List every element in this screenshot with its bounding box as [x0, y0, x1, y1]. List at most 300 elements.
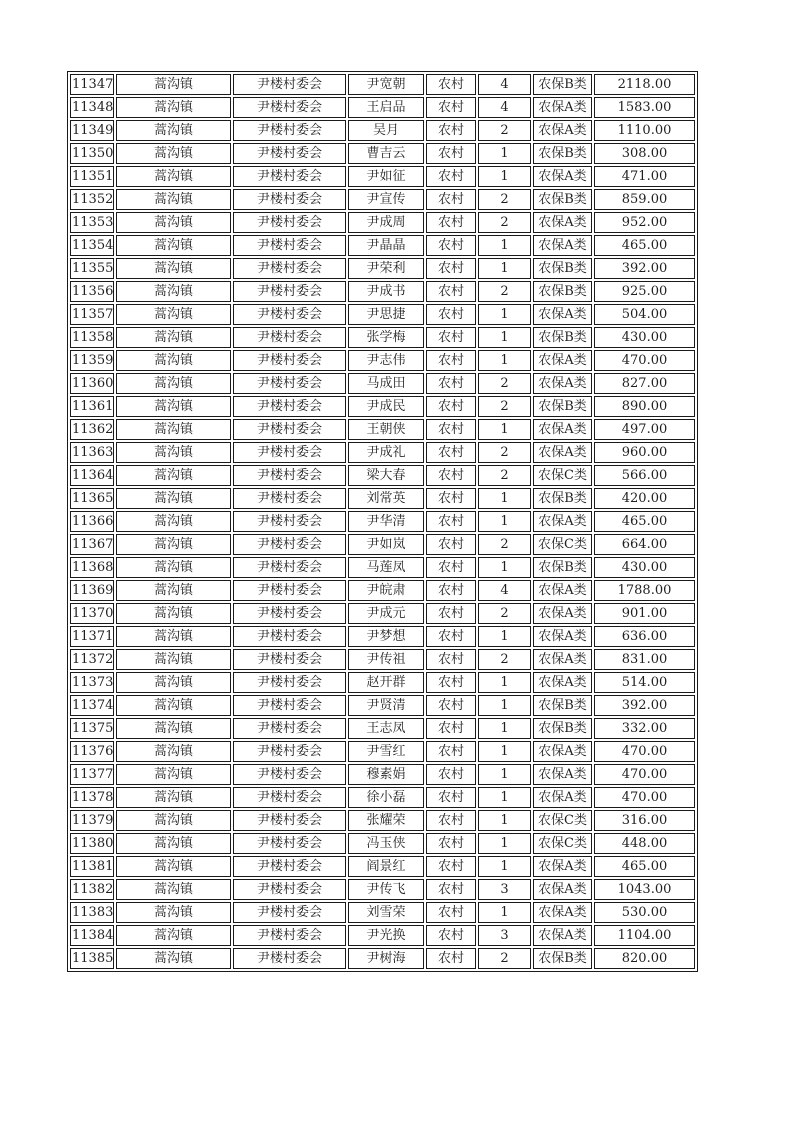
amount-cell: 890.00 — [594, 396, 695, 417]
insurance-category-cell: 农保A类 — [533, 511, 592, 532]
village-committee-cell: 尹楼村委会 — [233, 810, 346, 831]
insurance-category-cell: 农保C类 — [533, 534, 592, 555]
town-cell: 蒿沟镇 — [116, 902, 231, 923]
person-name-cell: 尹成礼 — [348, 442, 424, 463]
table-row — [70, 580, 695, 601]
town-cell: 蒿沟镇 — [116, 442, 231, 463]
person-count-cell: 1 — [478, 764, 531, 785]
table-row — [70, 626, 695, 647]
insurance-category-cell: 农保B类 — [533, 327, 592, 348]
record-id-cell: 11383 — [70, 902, 114, 923]
record-id-cell: 11349 — [70, 120, 114, 141]
person-count-cell: 1 — [478, 833, 531, 854]
person-count-cell: 1 — [478, 143, 531, 164]
insurance-category-cell: 农保A类 — [533, 902, 592, 923]
person-name-cell: 徐小磊 — [348, 787, 424, 808]
town-cell: 蒿沟镇 — [116, 764, 231, 785]
amount-cell: 430.00 — [594, 327, 695, 348]
insurance-category-cell: 农保A类 — [533, 373, 592, 394]
insurance-category-cell: 农保A类 — [533, 580, 592, 601]
residence-type-cell: 农村 — [426, 488, 476, 509]
residence-type-cell: 农村 — [426, 212, 476, 233]
person-name-cell: 尹华清 — [348, 511, 424, 532]
person-name-cell: 梁大春 — [348, 465, 424, 486]
table-row — [70, 603, 695, 624]
amount-cell: 514.00 — [594, 672, 695, 693]
village-committee-cell: 尹楼村委会 — [233, 695, 346, 716]
table-row — [70, 212, 695, 233]
insurance-category-cell: 农保B类 — [533, 281, 592, 302]
insurance-category-cell: 农保A类 — [533, 120, 592, 141]
residence-type-cell: 农村 — [426, 258, 476, 279]
amount-cell: 420.00 — [594, 488, 695, 509]
person-count-cell: 1 — [478, 856, 531, 877]
record-id-cell: 11366 — [70, 511, 114, 532]
table-row — [70, 695, 695, 716]
person-count-cell: 3 — [478, 879, 531, 900]
town-cell: 蒿沟镇 — [116, 787, 231, 808]
residence-type-cell: 农村 — [426, 419, 476, 440]
residence-type-cell: 农村 — [426, 603, 476, 624]
village-committee-cell: 尹楼村委会 — [233, 879, 346, 900]
town-cell: 蒿沟镇 — [116, 166, 231, 187]
village-committee-cell: 尹楼村委会 — [233, 373, 346, 394]
person-count-cell: 1 — [478, 488, 531, 509]
table-row — [70, 396, 695, 417]
village-committee-cell: 尹楼村委会 — [233, 212, 346, 233]
person-name-cell: 尹梦想 — [348, 626, 424, 647]
insurance-category-cell: 农保A类 — [533, 626, 592, 647]
person-name-cell: 尹志伟 — [348, 350, 424, 371]
person-count-cell: 2 — [478, 948, 531, 969]
village-committee-cell: 尹楼村委会 — [233, 281, 346, 302]
table-row — [70, 120, 695, 141]
village-committee-cell: 尹楼村委会 — [233, 189, 346, 210]
person-count-cell: 2 — [478, 281, 531, 302]
residence-type-cell: 农村 — [426, 235, 476, 256]
person-name-cell: 冯玉侠 — [348, 833, 424, 854]
table-row — [70, 189, 695, 210]
amount-cell: 470.00 — [594, 764, 695, 785]
person-count-cell: 1 — [478, 672, 531, 693]
person-name-cell: 吴月 — [348, 120, 424, 141]
record-id-cell: 11356 — [70, 281, 114, 302]
record-id-cell: 11365 — [70, 488, 114, 509]
record-id-cell: 11360 — [70, 373, 114, 394]
town-cell: 蒿沟镇 — [116, 879, 231, 900]
amount-cell: 1110.00 — [594, 120, 695, 141]
person-name-cell: 穆素娟 — [348, 764, 424, 785]
residence-type-cell: 农村 — [426, 396, 476, 417]
table-row — [70, 649, 695, 670]
residence-type-cell: 农村 — [426, 327, 476, 348]
village-committee-cell: 尹楼村委会 — [233, 97, 346, 118]
insurance-category-cell: 农保C类 — [533, 810, 592, 831]
table-row — [70, 764, 695, 785]
table-row — [70, 856, 695, 877]
person-name-cell: 尹雪红 — [348, 741, 424, 762]
person-name-cell: 刘常英 — [348, 488, 424, 509]
person-name-cell: 马莲凤 — [348, 557, 424, 578]
record-id-cell: 11347 — [70, 74, 114, 95]
residence-type-cell: 农村 — [426, 373, 476, 394]
record-id-cell: 11372 — [70, 649, 114, 670]
insurance-category-cell: 农保B类 — [533, 258, 592, 279]
insurance-category-cell: 农保B类 — [533, 396, 592, 417]
residence-type-cell: 农村 — [426, 695, 476, 716]
village-committee-cell: 尹楼村委会 — [233, 327, 346, 348]
residence-type-cell: 农村 — [426, 902, 476, 923]
person-name-cell: 尹成周 — [348, 212, 424, 233]
town-cell: 蒿沟镇 — [116, 488, 231, 509]
record-id-cell: 11370 — [70, 603, 114, 624]
record-id-cell: 11380 — [70, 833, 114, 854]
record-id-cell: 11352 — [70, 189, 114, 210]
amount-cell: 392.00 — [594, 695, 695, 716]
village-committee-cell: 尹楼村委会 — [233, 488, 346, 509]
residence-type-cell: 农村 — [426, 672, 476, 693]
table-row — [70, 511, 695, 532]
insurance-category-cell: 农保A类 — [533, 442, 592, 463]
insurance-category-cell: 农保B类 — [533, 189, 592, 210]
amount-cell: 470.00 — [594, 741, 695, 762]
person-count-cell: 1 — [478, 235, 531, 256]
person-count-cell: 2 — [478, 534, 531, 555]
village-committee-cell: 尹楼村委会 — [233, 304, 346, 325]
table-row — [70, 810, 695, 831]
town-cell: 蒿沟镇 — [116, 465, 231, 486]
record-id-cell: 11385 — [70, 948, 114, 969]
table-row — [70, 304, 695, 325]
person-name-cell: 张耀荣 — [348, 810, 424, 831]
residence-type-cell: 农村 — [426, 74, 476, 95]
table-row — [70, 833, 695, 854]
town-cell: 蒿沟镇 — [116, 281, 231, 302]
person-count-cell: 2 — [478, 212, 531, 233]
residence-type-cell: 农村 — [426, 557, 476, 578]
town-cell: 蒿沟镇 — [116, 856, 231, 877]
person-name-cell: 尹荣利 — [348, 258, 424, 279]
village-committee-cell: 尹楼村委会 — [233, 258, 346, 279]
amount-cell: 1104.00 — [594, 925, 695, 946]
person-name-cell: 阎景红 — [348, 856, 424, 877]
residence-type-cell: 农村 — [426, 442, 476, 463]
town-cell: 蒿沟镇 — [116, 626, 231, 647]
residence-type-cell: 农村 — [426, 856, 476, 877]
village-committee-cell: 尹楼村委会 — [233, 350, 346, 371]
person-count-cell: 1 — [478, 166, 531, 187]
amount-cell: 1788.00 — [594, 580, 695, 601]
record-id-cell: 11368 — [70, 557, 114, 578]
town-cell: 蒿沟镇 — [116, 189, 231, 210]
town-cell: 蒿沟镇 — [116, 212, 231, 233]
residence-type-cell: 农村 — [426, 649, 476, 670]
amount-cell: 430.00 — [594, 557, 695, 578]
person-name-cell: 尹宣传 — [348, 189, 424, 210]
record-id-cell: 11353 — [70, 212, 114, 233]
amount-cell: 316.00 — [594, 810, 695, 831]
record-id-cell: 11374 — [70, 695, 114, 716]
insurance-category-cell: 农保A类 — [533, 764, 592, 785]
record-id-cell: 11376 — [70, 741, 114, 762]
town-cell: 蒿沟镇 — [116, 925, 231, 946]
table-row — [70, 373, 695, 394]
amount-cell: 465.00 — [594, 235, 695, 256]
person-count-cell: 2 — [478, 189, 531, 210]
amount-cell: 308.00 — [594, 143, 695, 164]
residence-type-cell: 农村 — [426, 787, 476, 808]
town-cell: 蒿沟镇 — [116, 258, 231, 279]
amount-cell: 1583.00 — [594, 97, 695, 118]
amount-cell: 901.00 — [594, 603, 695, 624]
person-name-cell: 刘雪荣 — [348, 902, 424, 923]
town-cell: 蒿沟镇 — [116, 74, 231, 95]
person-name-cell: 尹皖肃 — [348, 580, 424, 601]
town-cell: 蒿沟镇 — [116, 419, 231, 440]
person-name-cell: 尹树海 — [348, 948, 424, 969]
record-id-cell: 11351 — [70, 166, 114, 187]
village-committee-cell: 尹楼村委会 — [233, 442, 346, 463]
village-committee-cell: 尹楼村委会 — [233, 465, 346, 486]
village-committee-cell: 尹楼村委会 — [233, 925, 346, 946]
person-count-cell: 1 — [478, 695, 531, 716]
person-count-cell: 2 — [478, 120, 531, 141]
person-count-cell: 2 — [478, 396, 531, 417]
table-row — [70, 350, 695, 371]
amount-cell: 465.00 — [594, 856, 695, 877]
residence-type-cell: 农村 — [426, 189, 476, 210]
record-id-cell: 11379 — [70, 810, 114, 831]
person-name-cell: 曹吉云 — [348, 143, 424, 164]
person-count-cell: 1 — [478, 902, 531, 923]
village-committee-cell: 尹楼村委会 — [233, 557, 346, 578]
person-name-cell: 王志凤 — [348, 718, 424, 739]
residence-type-cell: 农村 — [426, 166, 476, 187]
insurance-category-cell: 农保A类 — [533, 925, 592, 946]
amount-cell: 820.00 — [594, 948, 695, 969]
person-count-cell: 4 — [478, 580, 531, 601]
table-row — [70, 327, 695, 348]
table-row — [70, 902, 695, 923]
town-cell: 蒿沟镇 — [116, 235, 231, 256]
amount-cell: 392.00 — [594, 258, 695, 279]
table-row — [70, 97, 695, 118]
amount-cell: 859.00 — [594, 189, 695, 210]
amount-cell: 831.00 — [594, 649, 695, 670]
person-count-cell: 4 — [478, 97, 531, 118]
record-id-cell: 11371 — [70, 626, 114, 647]
person-count-cell: 2 — [478, 442, 531, 463]
village-committee-cell: 尹楼村委会 — [233, 396, 346, 417]
town-cell: 蒿沟镇 — [116, 580, 231, 601]
table-row — [70, 718, 695, 739]
insurance-category-cell: 农保A类 — [533, 97, 592, 118]
amount-cell: 448.00 — [594, 833, 695, 854]
insurance-category-cell: 农保B类 — [533, 74, 592, 95]
person-count-cell: 2 — [478, 603, 531, 624]
town-cell: 蒿沟镇 — [116, 672, 231, 693]
village-committee-cell: 尹楼村委会 — [233, 902, 346, 923]
record-id-cell: 11354 — [70, 235, 114, 256]
village-committee-cell: 尹楼村委会 — [233, 166, 346, 187]
person-count-cell: 1 — [478, 741, 531, 762]
person-name-cell: 尹成民 — [348, 396, 424, 417]
person-count-cell: 1 — [478, 787, 531, 808]
village-committee-cell: 尹楼村委会 — [233, 833, 346, 854]
insurance-category-cell: 农保C类 — [533, 833, 592, 854]
insurance-category-cell: 农保A类 — [533, 603, 592, 624]
village-committee-cell: 尹楼村委会 — [233, 649, 346, 670]
town-cell: 蒿沟镇 — [116, 833, 231, 854]
person-count-cell: 1 — [478, 511, 531, 532]
town-cell: 蒿沟镇 — [116, 695, 231, 716]
table-row — [70, 74, 695, 95]
person-count-cell: 2 — [478, 373, 531, 394]
insurance-category-cell: 农保B类 — [533, 718, 592, 739]
record-id-cell: 11378 — [70, 787, 114, 808]
person-name-cell: 尹如征 — [348, 166, 424, 187]
record-id-cell: 11382 — [70, 879, 114, 900]
record-id-cell: 11348 — [70, 97, 114, 118]
amount-cell: 332.00 — [594, 718, 695, 739]
residence-type-cell: 农村 — [426, 833, 476, 854]
record-id-cell: 11361 — [70, 396, 114, 417]
insurance-category-cell: 农保A类 — [533, 235, 592, 256]
benefits-roster-table — [67, 71, 698, 972]
amount-cell: 960.00 — [594, 442, 695, 463]
person-count-cell: 1 — [478, 258, 531, 279]
residence-type-cell: 农村 — [426, 120, 476, 141]
table-row — [70, 419, 695, 440]
town-cell: 蒿沟镇 — [116, 718, 231, 739]
record-id-cell: 11375 — [70, 718, 114, 739]
amount-cell: 465.00 — [594, 511, 695, 532]
table-row — [70, 534, 695, 555]
village-committee-cell: 尹楼村委会 — [233, 74, 346, 95]
person-name-cell: 尹传祖 — [348, 649, 424, 670]
residence-type-cell: 农村 — [426, 143, 476, 164]
table-row — [70, 741, 695, 762]
amount-cell: 497.00 — [594, 419, 695, 440]
insurance-category-cell: 农保A类 — [533, 350, 592, 371]
insurance-category-cell: 农保A类 — [533, 741, 592, 762]
record-id-cell: 11384 — [70, 925, 114, 946]
amount-cell: 530.00 — [594, 902, 695, 923]
village-committee-cell: 尹楼村委会 — [233, 626, 346, 647]
table-row — [70, 488, 695, 509]
residence-type-cell: 农村 — [426, 580, 476, 601]
residence-type-cell: 农村 — [426, 465, 476, 486]
residence-type-cell: 农村 — [426, 948, 476, 969]
record-id-cell: 11373 — [70, 672, 114, 693]
town-cell: 蒿沟镇 — [116, 511, 231, 532]
record-id-cell: 11358 — [70, 327, 114, 348]
residence-type-cell: 农村 — [426, 810, 476, 831]
amount-cell: 925.00 — [594, 281, 695, 302]
person-count-cell: 2 — [478, 465, 531, 486]
amount-cell: 504.00 — [594, 304, 695, 325]
record-id-cell: 11362 — [70, 419, 114, 440]
town-cell: 蒿沟镇 — [116, 534, 231, 555]
insurance-category-cell: 农保A类 — [533, 672, 592, 693]
table-row — [70, 948, 695, 969]
residence-type-cell: 农村 — [426, 741, 476, 762]
village-committee-cell: 尹楼村委会 — [233, 534, 346, 555]
residence-type-cell: 农村 — [426, 718, 476, 739]
person-name-cell: 张学梅 — [348, 327, 424, 348]
town-cell: 蒿沟镇 — [116, 557, 231, 578]
amount-cell: 470.00 — [594, 350, 695, 371]
village-committee-cell: 尹楼村委会 — [233, 718, 346, 739]
insurance-category-cell: 农保A类 — [533, 166, 592, 187]
amount-cell: 471.00 — [594, 166, 695, 187]
table-row — [70, 879, 695, 900]
record-id-cell: 11355 — [70, 258, 114, 279]
residence-type-cell: 农村 — [426, 304, 476, 325]
table-row — [70, 557, 695, 578]
table-row — [70, 465, 695, 486]
person-name-cell: 赵开群 — [348, 672, 424, 693]
person-count-cell: 1 — [478, 718, 531, 739]
village-committee-cell: 尹楼村委会 — [233, 419, 346, 440]
record-id-cell: 11363 — [70, 442, 114, 463]
person-name-cell: 尹思捷 — [348, 304, 424, 325]
village-committee-cell: 尹楼村委会 — [233, 603, 346, 624]
person-count-cell: 3 — [478, 925, 531, 946]
person-name-cell: 尹宽朝 — [348, 74, 424, 95]
town-cell: 蒿沟镇 — [116, 649, 231, 670]
person-name-cell: 尹贤清 — [348, 695, 424, 716]
person-count-cell: 1 — [478, 626, 531, 647]
insurance-category-cell: 农保A类 — [533, 879, 592, 900]
village-committee-cell: 尹楼村委会 — [233, 235, 346, 256]
town-cell: 蒿沟镇 — [116, 304, 231, 325]
town-cell: 蒿沟镇 — [116, 327, 231, 348]
record-id-cell: 11377 — [70, 764, 114, 785]
table-row — [70, 166, 695, 187]
table-row — [70, 442, 695, 463]
insurance-category-cell: 农保C类 — [533, 465, 592, 486]
table-body — [70, 74, 695, 969]
insurance-category-cell: 农保A类 — [533, 856, 592, 877]
table-row — [70, 281, 695, 302]
amount-cell: 566.00 — [594, 465, 695, 486]
insurance-category-cell: 农保B类 — [533, 488, 592, 509]
amount-cell: 1043.00 — [594, 879, 695, 900]
residence-type-cell: 农村 — [426, 626, 476, 647]
amount-cell: 470.00 — [594, 787, 695, 808]
residence-type-cell: 农村 — [426, 511, 476, 532]
record-id-cell: 11364 — [70, 465, 114, 486]
person-count-cell: 1 — [478, 810, 531, 831]
village-committee-cell: 尹楼村委会 — [233, 948, 346, 969]
residence-type-cell: 农村 — [426, 281, 476, 302]
person-name-cell: 尹晶晶 — [348, 235, 424, 256]
village-committee-cell: 尹楼村委会 — [233, 764, 346, 785]
town-cell: 蒿沟镇 — [116, 396, 231, 417]
person-name-cell: 王启品 — [348, 97, 424, 118]
village-committee-cell: 尹楼村委会 — [233, 856, 346, 877]
village-committee-cell: 尹楼村委会 — [233, 511, 346, 532]
town-cell: 蒿沟镇 — [116, 143, 231, 164]
person-count-cell: 1 — [478, 557, 531, 578]
person-count-cell: 1 — [478, 327, 531, 348]
insurance-category-cell: 农保A类 — [533, 419, 592, 440]
amount-cell: 664.00 — [594, 534, 695, 555]
person-count-cell: 1 — [478, 350, 531, 371]
residence-type-cell: 农村 — [426, 764, 476, 785]
record-id-cell: 11357 — [70, 304, 114, 325]
